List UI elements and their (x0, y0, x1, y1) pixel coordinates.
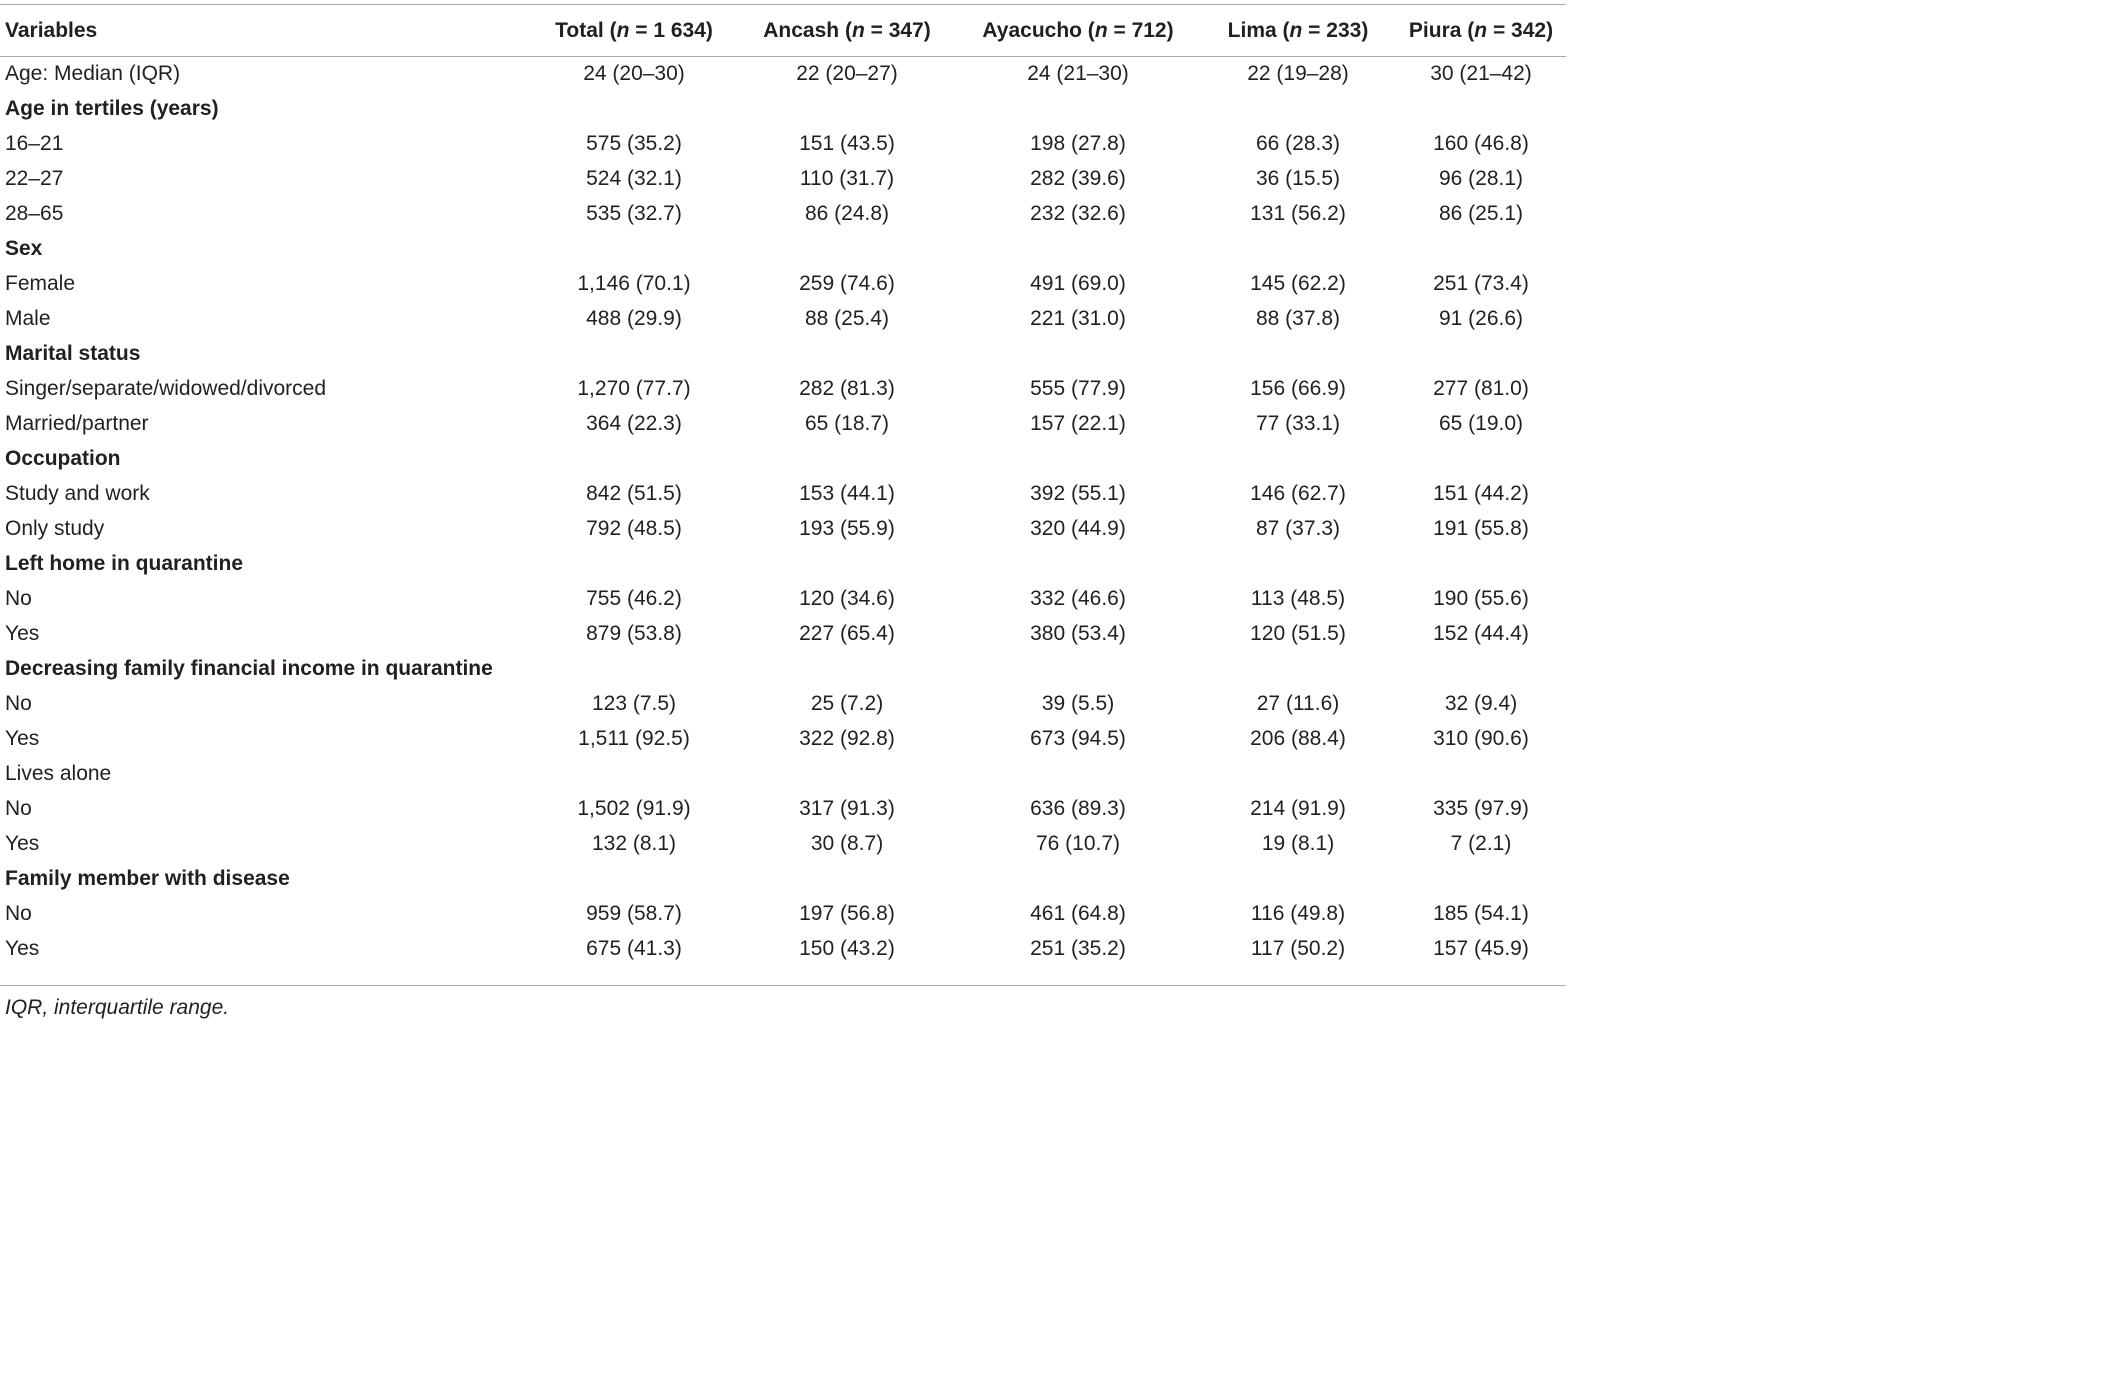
table-cell: 214 (91.9) (1250, 797, 1346, 820)
table-cell: 191 (55.8) (1433, 517, 1529, 540)
table-cell: 392 (55.1) (1030, 482, 1126, 505)
row-label: Only study (5, 517, 105, 540)
table-row (0, 266, 1566, 301)
table-cell: 7 (2.1) (1450, 832, 1512, 855)
table-cell: 145 (62.2) (1250, 272, 1346, 295)
table-cell: 91 (26.6) (1438, 307, 1524, 330)
section-label: Sex (5, 237, 43, 260)
table-cell: 251 (73.4) (1433, 272, 1529, 295)
row-label: No (5, 902, 32, 925)
table-cell: 39 (5.5) (1041, 692, 1115, 715)
table-cell: 755 (46.2) (586, 587, 682, 610)
table-cell: 380 (53.4) (1030, 622, 1126, 645)
table-cell: 227 (65.4) (799, 622, 895, 645)
table-cell: 117 (50.2) (1250, 937, 1346, 960)
column-header-lima (1200, 5, 1396, 56)
section-heading-row (0, 861, 1566, 896)
table-cell: 36 (15.5) (1255, 167, 1341, 190)
section-heading-row (0, 441, 1566, 476)
row-label: Married/partner (5, 412, 149, 435)
table-cell: 535 (32.7) (586, 202, 682, 225)
table-cell: 30 (8.7) (810, 832, 884, 855)
table-cell: 1,146 (70.1) (577, 272, 691, 295)
row-label: Yes (5, 832, 40, 855)
row-label: No (5, 797, 32, 820)
table-cell: 157 (22.1) (1030, 412, 1126, 435)
header-prefix: Lima ( (1227, 19, 1290, 42)
table-cell: 110 (31.7) (799, 167, 895, 190)
table-cell: 282 (81.3) (799, 377, 895, 400)
table-row (0, 896, 1566, 931)
characteristics-table (0, 5, 1566, 966)
table-cell: 310 (90.6) (1433, 727, 1529, 750)
table-cell: 282 (39.6) (1030, 167, 1126, 190)
section-label: Occupation (5, 447, 121, 470)
table-cell: 232 (32.6) (1030, 202, 1126, 225)
table-row (0, 511, 1566, 546)
table-cell: 320 (44.9) (1030, 517, 1126, 540)
table-cell: 190 (55.6) (1433, 587, 1529, 610)
header-n-symbol: n (851, 19, 865, 42)
table-cell: 322 (92.8) (799, 727, 895, 750)
table-row (0, 791, 1566, 826)
section-heading-row (0, 91, 1566, 126)
table-cell: 151 (43.5) (799, 132, 895, 155)
table-cell: 152 (44.4) (1433, 622, 1529, 645)
table-cell: 879 (53.8) (586, 622, 682, 645)
table-cell: 150 (43.2) (799, 937, 895, 960)
table-row (0, 581, 1566, 616)
table-cell: 335 (97.9) (1433, 797, 1529, 820)
row-label: Yes (5, 622, 40, 645)
table-row (0, 126, 1566, 161)
table-row (0, 301, 1566, 336)
table-footnote: IQR, interquartile range. (5, 996, 230, 1019)
table-cell: 332 (46.6) (1030, 587, 1126, 610)
table-cell: 77 (33.1) (1255, 412, 1341, 435)
table-cell: 87 (37.3) (1255, 517, 1341, 540)
table-cell: 197 (56.8) (799, 902, 895, 925)
header-suffix: = 347) (864, 19, 931, 42)
row-label: Singer/separate/widowed/divorced (5, 377, 327, 400)
table-cell: 221 (31.0) (1030, 307, 1126, 330)
table-cell: 156 (66.9) (1250, 377, 1346, 400)
column-header-variables: Variables (5, 19, 98, 42)
table-cell: 96 (28.1) (1438, 167, 1524, 190)
table-cell: 1,511 (92.5) (578, 727, 690, 750)
table-cell: 30 (21–42) (1430, 62, 1532, 85)
row-label: 22–27 (5, 167, 64, 190)
header-n-symbol: n (1474, 19, 1488, 42)
header-rule (0, 56, 1566, 57)
section-heading-row (0, 231, 1566, 266)
row-label: Yes (5, 727, 40, 750)
table-cell: 277 (81.0) (1433, 377, 1529, 400)
table-cell: 66 (28.3) (1255, 132, 1341, 155)
table-cell: 151 (44.2) (1433, 482, 1529, 505)
table-cell: 206 (88.4) (1250, 727, 1346, 750)
table-row (0, 826, 1566, 861)
section-heading-row (0, 336, 1566, 371)
table-row (0, 616, 1566, 651)
table-cell: 25 (7.2) (810, 692, 884, 715)
table-cell: 959 (58.7) (586, 902, 682, 925)
table-cell: 1,502 (91.9) (577, 797, 691, 820)
header-row (0, 5, 1566, 56)
column-header-piura (1396, 5, 1566, 56)
table-cell: 555 (77.9) (1030, 377, 1126, 400)
table-cell: 65 (19.0) (1438, 412, 1524, 435)
table-cell: 116 (49.8) (1250, 902, 1346, 925)
section-heading-row (0, 651, 1566, 686)
table-cell: 491 (69.0) (1030, 272, 1126, 295)
row-label: No (5, 692, 32, 715)
table-cell: 842 (51.5) (586, 482, 682, 505)
table-row (0, 476, 1566, 511)
table-cell: 86 (25.1) (1438, 202, 1524, 225)
table-cell: 193 (55.9) (799, 517, 895, 540)
table-cell: 792 (48.5) (586, 517, 682, 540)
table-row (0, 56, 1566, 91)
table-cell: 160 (46.8) (1433, 132, 1529, 155)
table-cell: 673 (94.5) (1030, 727, 1126, 750)
table-row (0, 406, 1566, 441)
table-cell: 24 (20–30) (583, 62, 685, 85)
section-label: Marital status (5, 342, 141, 365)
row-label: Age: Median (IQR) (5, 62, 181, 85)
table-cell: 132 (8.1) (591, 832, 677, 855)
table-cell: 364 (22.3) (586, 412, 682, 435)
row-label: 16–21 (5, 132, 64, 155)
table-cell: 27 (11.6) (1256, 692, 1340, 715)
table-cell: 185 (54.1) (1433, 902, 1529, 925)
table-row (0, 686, 1566, 721)
table-cell: 1,270 (77.7) (577, 377, 691, 400)
bottom-rule (0, 985, 1566, 986)
table-cell: 461 (64.8) (1030, 902, 1126, 925)
table-cell: 198 (27.8) (1030, 132, 1126, 155)
table-cell: 65 (18.7) (804, 412, 890, 435)
table-row (0, 721, 1566, 756)
table-cell: 524 (32.1) (586, 167, 682, 190)
table-cell: 488 (29.9) (586, 307, 682, 330)
row-label: 28–65 (5, 202, 64, 225)
table-cell: 113 (48.5) (1250, 587, 1346, 610)
row-label: Yes (5, 937, 40, 960)
header-prefix: Ancash ( (763, 19, 852, 42)
table-cell: 22 (19–28) (1247, 62, 1349, 85)
table-cell: 22 (20–27) (796, 62, 898, 85)
table-cell: 120 (51.5) (1250, 622, 1346, 645)
row-label: Study and work (5, 482, 150, 505)
header-suffix: = 233) (1302, 19, 1369, 42)
header-prefix: Ayacucho ( (982, 19, 1095, 42)
table-cell: 157 (45.9) (1433, 937, 1529, 960)
table-cell: 153 (44.1) (799, 482, 895, 505)
table-cell: 675 (41.3) (586, 937, 682, 960)
header-n-symbol: n (1289, 19, 1303, 42)
header-prefix: Total ( (555, 19, 617, 42)
header-prefix: Piura ( (1408, 19, 1475, 42)
section-heading-row (0, 546, 1566, 581)
table-row (0, 931, 1566, 966)
table-cell: 146 (62.7) (1250, 482, 1346, 505)
table-row (0, 161, 1566, 196)
column-header-total (530, 5, 738, 56)
section-label: Left home in quarantine (5, 552, 244, 575)
table-cell: 259 (74.6) (799, 272, 895, 295)
table-cell: 131 (56.2) (1250, 202, 1346, 225)
header-n-symbol: n (616, 19, 630, 42)
table-cell: 636 (89.3) (1030, 797, 1126, 820)
header-suffix: = 1 634) (629, 19, 713, 42)
table-cell: 317 (91.3) (799, 797, 895, 820)
row-label: No (5, 587, 32, 610)
table-cell: 76 (10.7) (1035, 832, 1121, 855)
row-label: Female (5, 272, 76, 295)
table-row (0, 371, 1566, 406)
table-cell: 88 (25.4) (804, 307, 890, 330)
column-header-ayacucho (956, 5, 1200, 56)
header-suffix: = 712) (1107, 19, 1174, 42)
table-cell: 120 (34.6) (799, 587, 895, 610)
section-label: Age in tertiles (years) (5, 97, 219, 120)
section-label: Lives alone (5, 762, 112, 785)
table-cell: 86 (24.8) (804, 202, 890, 225)
table-row (0, 196, 1566, 231)
table-cell: 32 (9.4) (1444, 692, 1518, 715)
table-body (0, 56, 1566, 966)
table-cell: 251 (35.2) (1030, 937, 1126, 960)
section-label: Family member with disease (5, 867, 290, 890)
section-label: Decreasing family financial income in quarantine (5, 657, 493, 680)
header-n-symbol: n (1094, 19, 1108, 42)
section-heading-row (0, 756, 1566, 791)
column-header-ancash (738, 5, 956, 56)
header-suffix: = 342) (1487, 19, 1554, 42)
table-cell: 88 (37.8) (1255, 307, 1341, 330)
row-label: Male (5, 307, 51, 330)
table-cell: 24 (21–30) (1027, 62, 1129, 85)
table-cell: 19 (8.1) (1261, 832, 1335, 855)
table-cell: 575 (35.2) (586, 132, 682, 155)
table-cell: 123 (7.5) (591, 692, 677, 715)
